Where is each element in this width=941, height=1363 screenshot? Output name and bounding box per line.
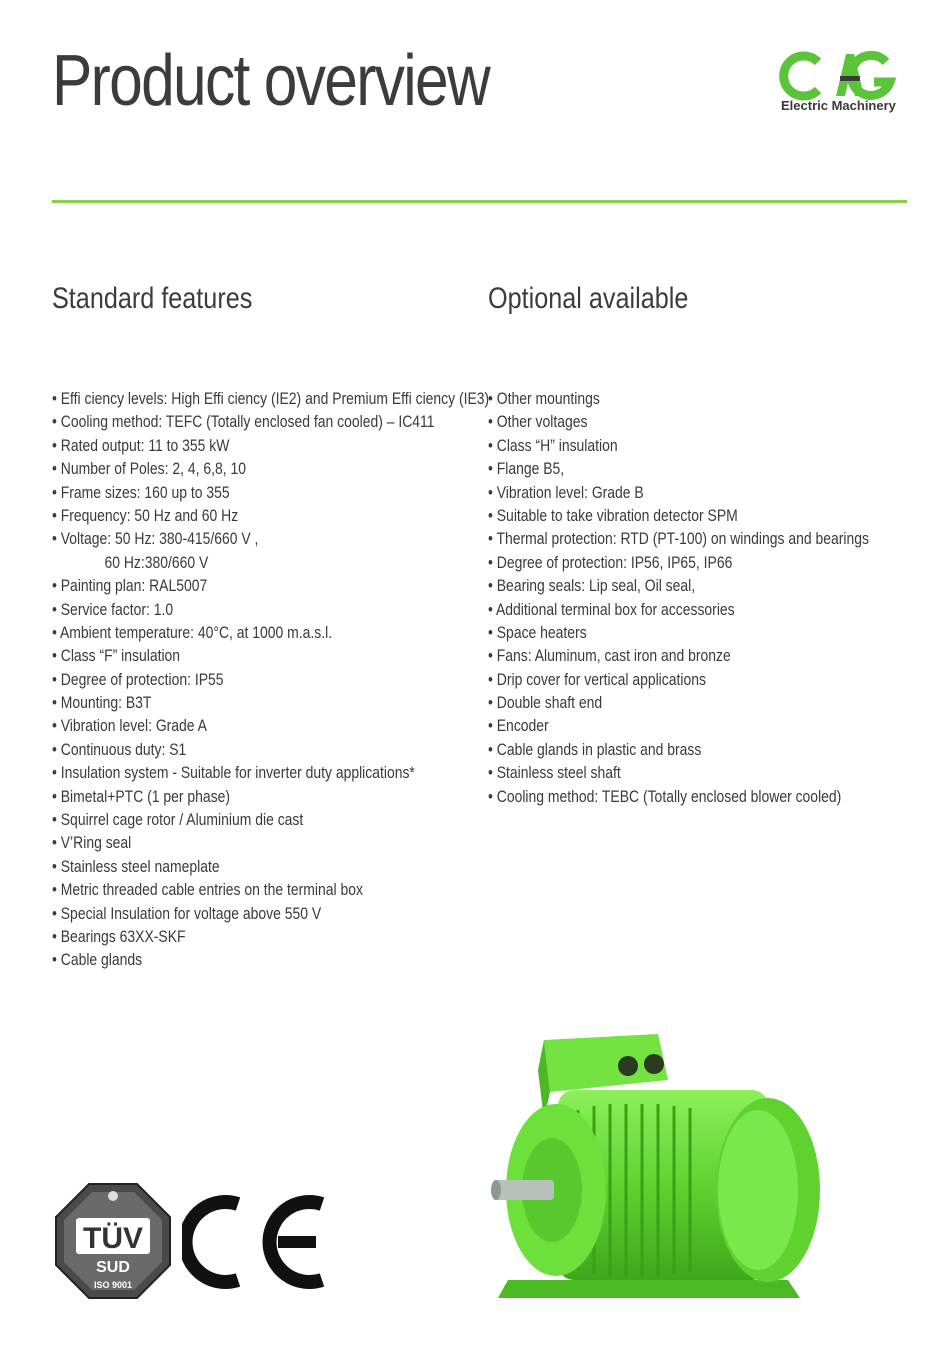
tuv-text: TÜV xyxy=(83,1222,143,1255)
list-item: • Space heaters xyxy=(488,621,869,644)
ce-mark-icon xyxy=(182,1192,332,1292)
list-item: • Class “F” insulation xyxy=(52,644,489,667)
list-item: • Bearing seals: Lip seal, Oil seal, xyxy=(488,574,869,597)
list-item: • Voltage: 50 Hz: 380-415/660 V , xyxy=(52,527,489,550)
sud-text: SUD xyxy=(96,1259,130,1276)
list-item: • Class “H” insulation xyxy=(488,434,869,457)
list-item: • Stainless steel shaft xyxy=(488,761,869,784)
list-item: • Rated output: 11 to 355 kW xyxy=(52,434,489,457)
list-item: • Effi ciency levels: High Effi ciency (IE2) and Premium Effi ciency (IE3) xyxy=(52,387,489,410)
standard-features-list xyxy=(52,387,489,972)
list-item: • Service factor: 1.0 xyxy=(52,598,489,621)
list-item: • Other voltages xyxy=(488,410,869,433)
list-item: • Special Insulation for voltage above 550 V xyxy=(52,902,489,925)
list-item: • Cooling method: TEBC (Totally enclosed blower cooled) xyxy=(488,785,869,808)
list-item: • Additional terminal box for accessories xyxy=(488,598,869,621)
list-item: • Cable glands in plastic and brass xyxy=(488,738,869,761)
optional-available-heading: Optional available xyxy=(488,282,689,315)
list-item: • Continuous duty: S1 xyxy=(52,738,489,761)
list-item: • Stainless steel nameplate xyxy=(52,855,489,878)
list-item: • Ambient temperature: 40°C, at 1000 m.a.s.l. xyxy=(52,621,489,644)
optional-available-list xyxy=(488,387,869,808)
list-item: • Metric threaded cable entries on the terminal box xyxy=(52,878,489,901)
list-item: • Encoder xyxy=(488,714,869,737)
list-item: • Degree of protection: IP56, IP65, IP66 xyxy=(488,551,869,574)
list-item-continuation: 60 Hz:380/660 V xyxy=(104,552,209,572)
list-item: • Cooling method: TEFC (Totally enclosed fan cooled) – IC411 xyxy=(52,410,489,433)
header-divider xyxy=(52,200,907,203)
tuv-sud-badge-icon xyxy=(54,1182,172,1300)
list-item: • Other mountings xyxy=(488,387,869,410)
standard-features-heading: Standard features xyxy=(52,282,253,315)
list-item: • Squirrel cage rotor / Aluminium die cast xyxy=(52,808,489,831)
electric-motor-illustration xyxy=(488,1030,828,1302)
list-item: • Degree of protection: IP55 xyxy=(52,668,489,691)
list-item: • Mounting: B3T xyxy=(52,691,489,714)
list-item: • Bearings 63XX-SKF xyxy=(52,925,489,948)
list-item: • Fans: Aluminum, cast iron and bronze xyxy=(488,644,869,667)
iso-text: ISO 9001 xyxy=(93,1280,133,1290)
list-item: • Thermal protection: RTD (PT-100) on windings and bearings xyxy=(488,527,869,550)
list-item: • Double shaft end xyxy=(488,691,869,714)
list-item: • Insulation system - Suitable for inverter duty applications* xyxy=(52,761,489,784)
list-item: • Painting plan: RAL5007 xyxy=(52,574,489,597)
list-item: • Bimetal+PTC (1 per phase) xyxy=(52,785,489,808)
list-item: • Frequency: 50 Hz and 60 Hz xyxy=(52,504,489,527)
list-item: • V’Ring seal xyxy=(52,831,489,854)
list-item: • Vibration level: Grade B xyxy=(488,481,869,504)
logo-letter-c xyxy=(784,56,818,96)
list-item: • Cable glands xyxy=(52,948,489,971)
list-item: • Drip cover for vertical applications xyxy=(488,668,869,691)
list-item: • Vibration level: Grade A xyxy=(52,714,489,737)
list-item: • Suitable to take vibration detector SPM xyxy=(488,504,869,527)
list-item: • Number of Poles: 2, 4, 6,8, 10 xyxy=(52,457,489,480)
list-item: • Flange B5, xyxy=(488,457,869,480)
list-item: • Frame sizes: 160 up to 355 xyxy=(52,481,489,504)
page-title: Product overview xyxy=(52,41,489,121)
logo-subtitle: Electric Machinery xyxy=(781,98,896,113)
